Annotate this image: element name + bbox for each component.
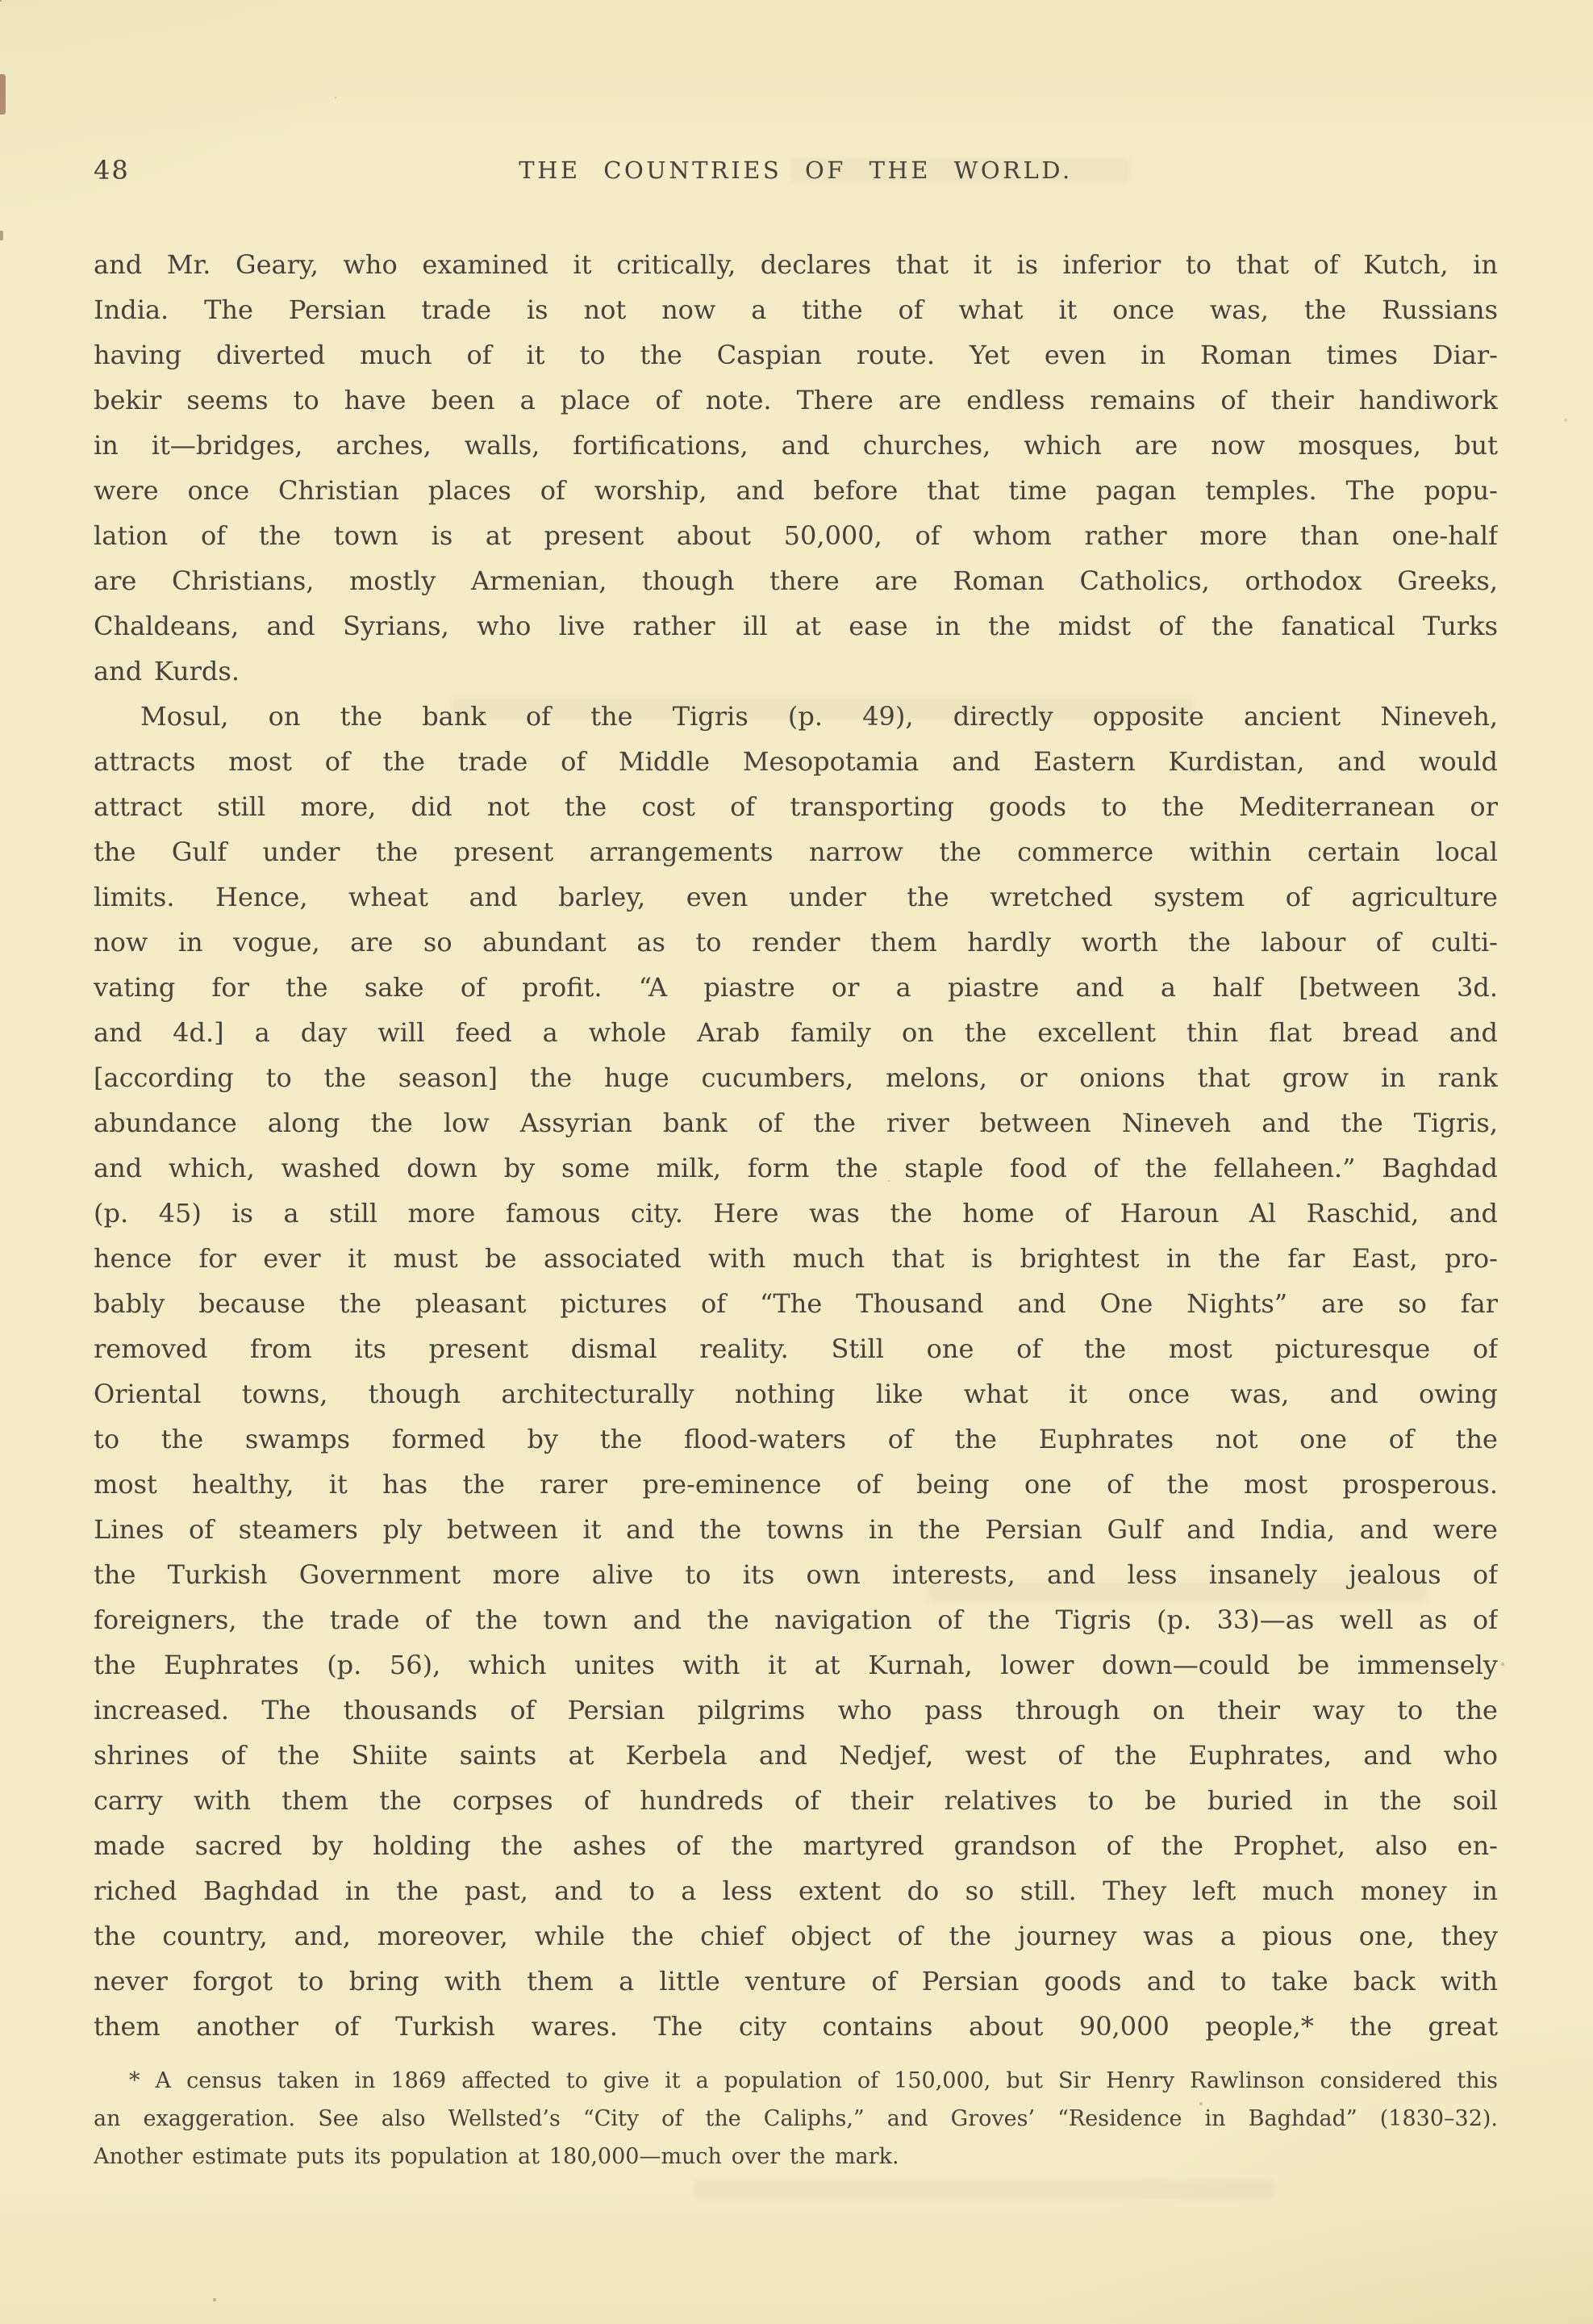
- paragraph: [94, 242, 1498, 694]
- text-line: removed from its present dismal reality. Still one of the most picturesque of: [94, 1333, 1498, 1364]
- text-line: and Kurds.: [94, 656, 240, 686]
- text-line: Oriental towns, though architecturally nothing like what it once was, and owing: [94, 1379, 1498, 1409]
- text-line: never forgot to bring with them a little venture of Persian goods and to take back with: [94, 1966, 1498, 1996]
- text-line: riched Baghdad in the past, and to a less extent do so still. They left much money in: [94, 1875, 1498, 1906]
- text-line: carry with them the corpses of hundreds of their relatives to be buried in the soil: [94, 1785, 1498, 1816]
- text-line: (p. 45) is a still more famous city. Here was the home of Haroun Al Raschid, and: [94, 1198, 1498, 1229]
- text-line: in it—bridges, arches, walls, fortifications, and churches, which are now mosques, but: [94, 430, 1498, 461]
- text-line: and which, washed down by some milk, form the staple food of the fellaheen.” Baghdad: [94, 1153, 1498, 1183]
- paragraph: [94, 694, 1498, 2049]
- text-line: hence for ever it must be associated with much that is brightest in the far East, pro-: [94, 1243, 1498, 1274]
- text-line: most healthy, it has the rarer pre-eminence of being one of the most prosperous.: [94, 1469, 1498, 1500]
- show-through-artifact: [694, 2180, 1274, 2199]
- text-line: them another of Turkish wares. The city contains about 90,000 people,* the great: [94, 2011, 1498, 2042]
- text-line: attract still more, did not the cost of transporting goods to the Mediterranean or: [94, 791, 1498, 822]
- scan-edge-streak-artifact: [0, 74, 6, 115]
- footnote: [94, 2062, 1498, 2176]
- text-line: the country, and, moreover, while the chief object of the journey was a pious one, they: [94, 1921, 1498, 1951]
- text-line: attracts most of the trade of Middle Mesopotamia and Eastern Kurdistan, and would: [94, 746, 1498, 777]
- text-line: to the swamps formed by the flood-waters of the Euphrates not one of the: [94, 1424, 1498, 1454]
- text-line: are Christians, mostly Armenian, though there are Roman Catholics, orthodox Greeks,: [94, 565, 1498, 596]
- text-line: having diverted much of it to the Caspian route. Yet even in Roman times Diar-: [94, 340, 1498, 370]
- text-line: [according to the season] the huge cucumbers, melons, or onions that grow in rank: [94, 1062, 1498, 1093]
- text-line: made sacred by holding the ashes of the martyred grandson of the Prophet, also en-: [94, 1830, 1498, 1861]
- text-line: and Mr. Geary, who examined it critically, declares that it is inferior to that of Kutch, in: [94, 249, 1498, 280]
- text-line: the Turkish Government more alive to its own interests, and less insanely jealous of: [94, 1559, 1498, 1590]
- running-header: [94, 152, 1498, 189]
- text-line: Lines of steamers ply between it and the towns in the Persian Gulf and India, and were: [94, 1514, 1498, 1545]
- paragraph: [94, 2062, 1498, 2176]
- text-line: limits. Hence, wheat and barley, even under the wretched system of agriculture: [94, 882, 1498, 912]
- page-number: 48: [94, 155, 130, 186]
- text-line: bekir seems to have been a place of note. There are endless remains of their handiwork: [94, 385, 1498, 415]
- text-line: now in vogue, are so abundant as to render them hardly worth the labour of culti-: [94, 927, 1498, 958]
- text-line: an exaggeration. See also Wellsted’s “City of the Caliphs,” and Groves’ “Residence in Baghdad” (1830–32).: [94, 2106, 1498, 2131]
- text-line: Another estimate puts its population at 180,000—much over the mark.: [94, 2144, 899, 2169]
- text-line: abundance along the low Assyrian bank of the river between Nineveh and the Tigris,: [94, 1108, 1498, 1138]
- text-line: Chaldeans, and Syrians, who live rather ill at ease in the midst of the fanatical Turks: [94, 611, 1498, 641]
- text-line: increased. The thousands of Persian pilgrims who pass through on their way to the: [94, 1695, 1498, 1725]
- scan-speck-artifacts: [0, 0, 2, 2]
- text-line: India. The Persian trade is not now a tithe of what it once was, the Russians: [94, 294, 1498, 325]
- text-line: the Gulf under the present arrangements narrow the commerce within certain local: [94, 837, 1498, 867]
- text-line: bably because the pleasant pictures of “The Thousand and One Nights” are so far: [94, 1288, 1498, 1319]
- text-line: foreigners, the trade of the town and the navigation of the Tigris (p. 33)—as well as of: [94, 1604, 1498, 1635]
- text-line: lation of the town is at present about 50,000, of whom rather more than one-half: [94, 520, 1498, 551]
- text-line: vating for the sake of profit. “A piastre or a piastre and a half [between 3d.: [94, 972, 1498, 1003]
- text-line: Mosul, on the bank of the Tigris (p. 49), directly opposite ancient Nineveh,: [140, 701, 1498, 732]
- text-line: the Euphrates (p. 56), which unites with it at Kurnah, lower down—could be immensely: [94, 1650, 1498, 1680]
- running-title: THE COUNTRIES OF THE WORLD.: [519, 156, 1073, 184]
- text-line: and 4d.] a day will feed a whole Arab family on the excellent thin flat bread and: [94, 1017, 1498, 1048]
- text-line: * A census taken in 1869 affected to give it a population of 150,000, but Sir Henry Rawlinson considered this: [129, 2068, 1498, 2093]
- text-line: shrines of the Shiite saints at Kerbela and Nedjef, west of the Euphrates, and who: [94, 1740, 1498, 1771]
- text-line: were once Christian places of worship, and before that time pagan temples. The popu-: [94, 475, 1498, 506]
- body-text: [94, 242, 1498, 2049]
- scan-edge-nick-artifact: [0, 231, 3, 240]
